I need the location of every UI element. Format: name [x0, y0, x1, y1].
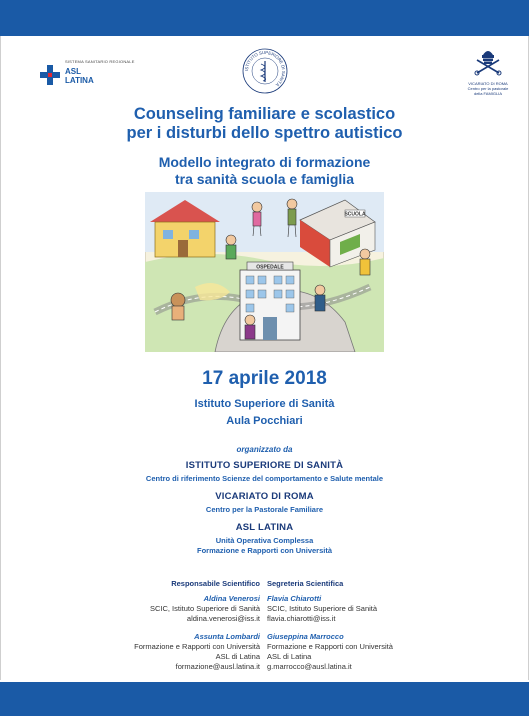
contact-marrocco-email: g.marrocco@ausl.latina.it	[267, 662, 352, 671]
title-line2: per i disturbi dello spettro autistico	[126, 124, 403, 142]
event-venue: Istituto Superiore di Sanità	[194, 398, 335, 410]
papal-keys-icon	[473, 46, 503, 76]
vicariato-logo	[458, 46, 518, 96]
childrens-drawing-illustration	[145, 192, 384, 352]
contact-venerosi-affiliation: SCIC, Istituto Superiore di Sanità	[149, 604, 260, 613]
contact-marrocco-unit: Formazione e Rapporti con Università	[267, 642, 393, 651]
subtitle-line1: Modello integrato di formazione	[158, 154, 371, 170]
responsabile-scientifico-heading: Responsabile Scientifico	[171, 579, 260, 588]
asl-logo-name-line2: LATINA	[65, 76, 94, 85]
asl-logo-name	[65, 67, 94, 85]
organizers-label: organizzato da	[236, 445, 293, 454]
contact-venerosi-name: Aldina Venerosi	[203, 594, 260, 603]
drawing-sign-ospedale: OSPEDALE	[256, 264, 284, 271]
contact-venerosi-email: aldina.venerosi@iss.it	[186, 614, 260, 623]
asl-logo	[40, 57, 160, 87]
contact-lombardi-org: ASL di Latina	[215, 652, 260, 661]
bottom-band	[0, 682, 529, 716]
top-band	[0, 0, 529, 36]
vicariato-line1: VICARIATO DI ROMA	[468, 81, 508, 86]
segreteria-scientifica-heading: Segreteria Scientifica	[267, 579, 344, 588]
contact-lombardi-name: Assunta Lombardi	[194, 632, 260, 641]
contact-marrocco-name: Giuseppina Marrocco	[267, 632, 344, 641]
drawing-sign-scuola: SCUOLA	[344, 211, 366, 218]
title-line1: Counseling familiare e scolastico	[133, 105, 396, 123]
iss-seal-ring-text: ISTITUTO SUPERIORE DI SANITÀ	[243, 49, 287, 88]
contact-lombardi-unit: Formazione e Rapporti con Università	[134, 642, 260, 651]
organizer-vicariato-sub: Centro per la Pastorale Familiare	[205, 505, 324, 514]
asl-logo-name-line1: ASL	[65, 67, 81, 76]
contact-marrocco-org: ASL di Latina	[267, 652, 312, 661]
event-date: 17 aprile 2018	[202, 368, 327, 389]
vicariato-line2: Centro per la pastorale	[467, 86, 509, 91]
organizer-asl-name: ASL LATINA	[235, 522, 294, 533]
contact-chiarotti-email: flavia.chiarotti@iss.it	[267, 614, 336, 623]
asl-cross-icon	[40, 65, 60, 85]
organizer-iss-sub: Centro di riferimento Scienze del comportamento e Salute mentale	[145, 474, 384, 483]
organizer-iss-name: ISTITUTO SUPERIORE DI SANITÀ	[185, 460, 344, 471]
event-room: Aula Pocchiari	[226, 415, 303, 427]
contact-lombardi-email: formazione@ausl.latina.it	[175, 662, 260, 671]
contact-chiarotti-affiliation: SCIC, Istituto Superiore di Sanità	[267, 604, 378, 613]
organizer-asl-sub2: Formazione e Rapporti con Università	[196, 546, 333, 555]
iss-seal-icon	[242, 48, 288, 94]
organizer-vicariato-name: VICARIATO DI ROMA	[215, 491, 314, 502]
organizer-asl-sub1: Unità Operativa Complessa	[215, 536, 314, 545]
subtitle-line2: tra sanità scuola e famiglia	[175, 171, 354, 187]
contact-chiarotti-name: Flavia Chiarotti	[267, 594, 322, 603]
vicariato-line3: della FAMIGLIA	[473, 91, 502, 96]
asl-logo-small-text: SISTEMA SANITARIO REGIONALE	[65, 59, 135, 64]
